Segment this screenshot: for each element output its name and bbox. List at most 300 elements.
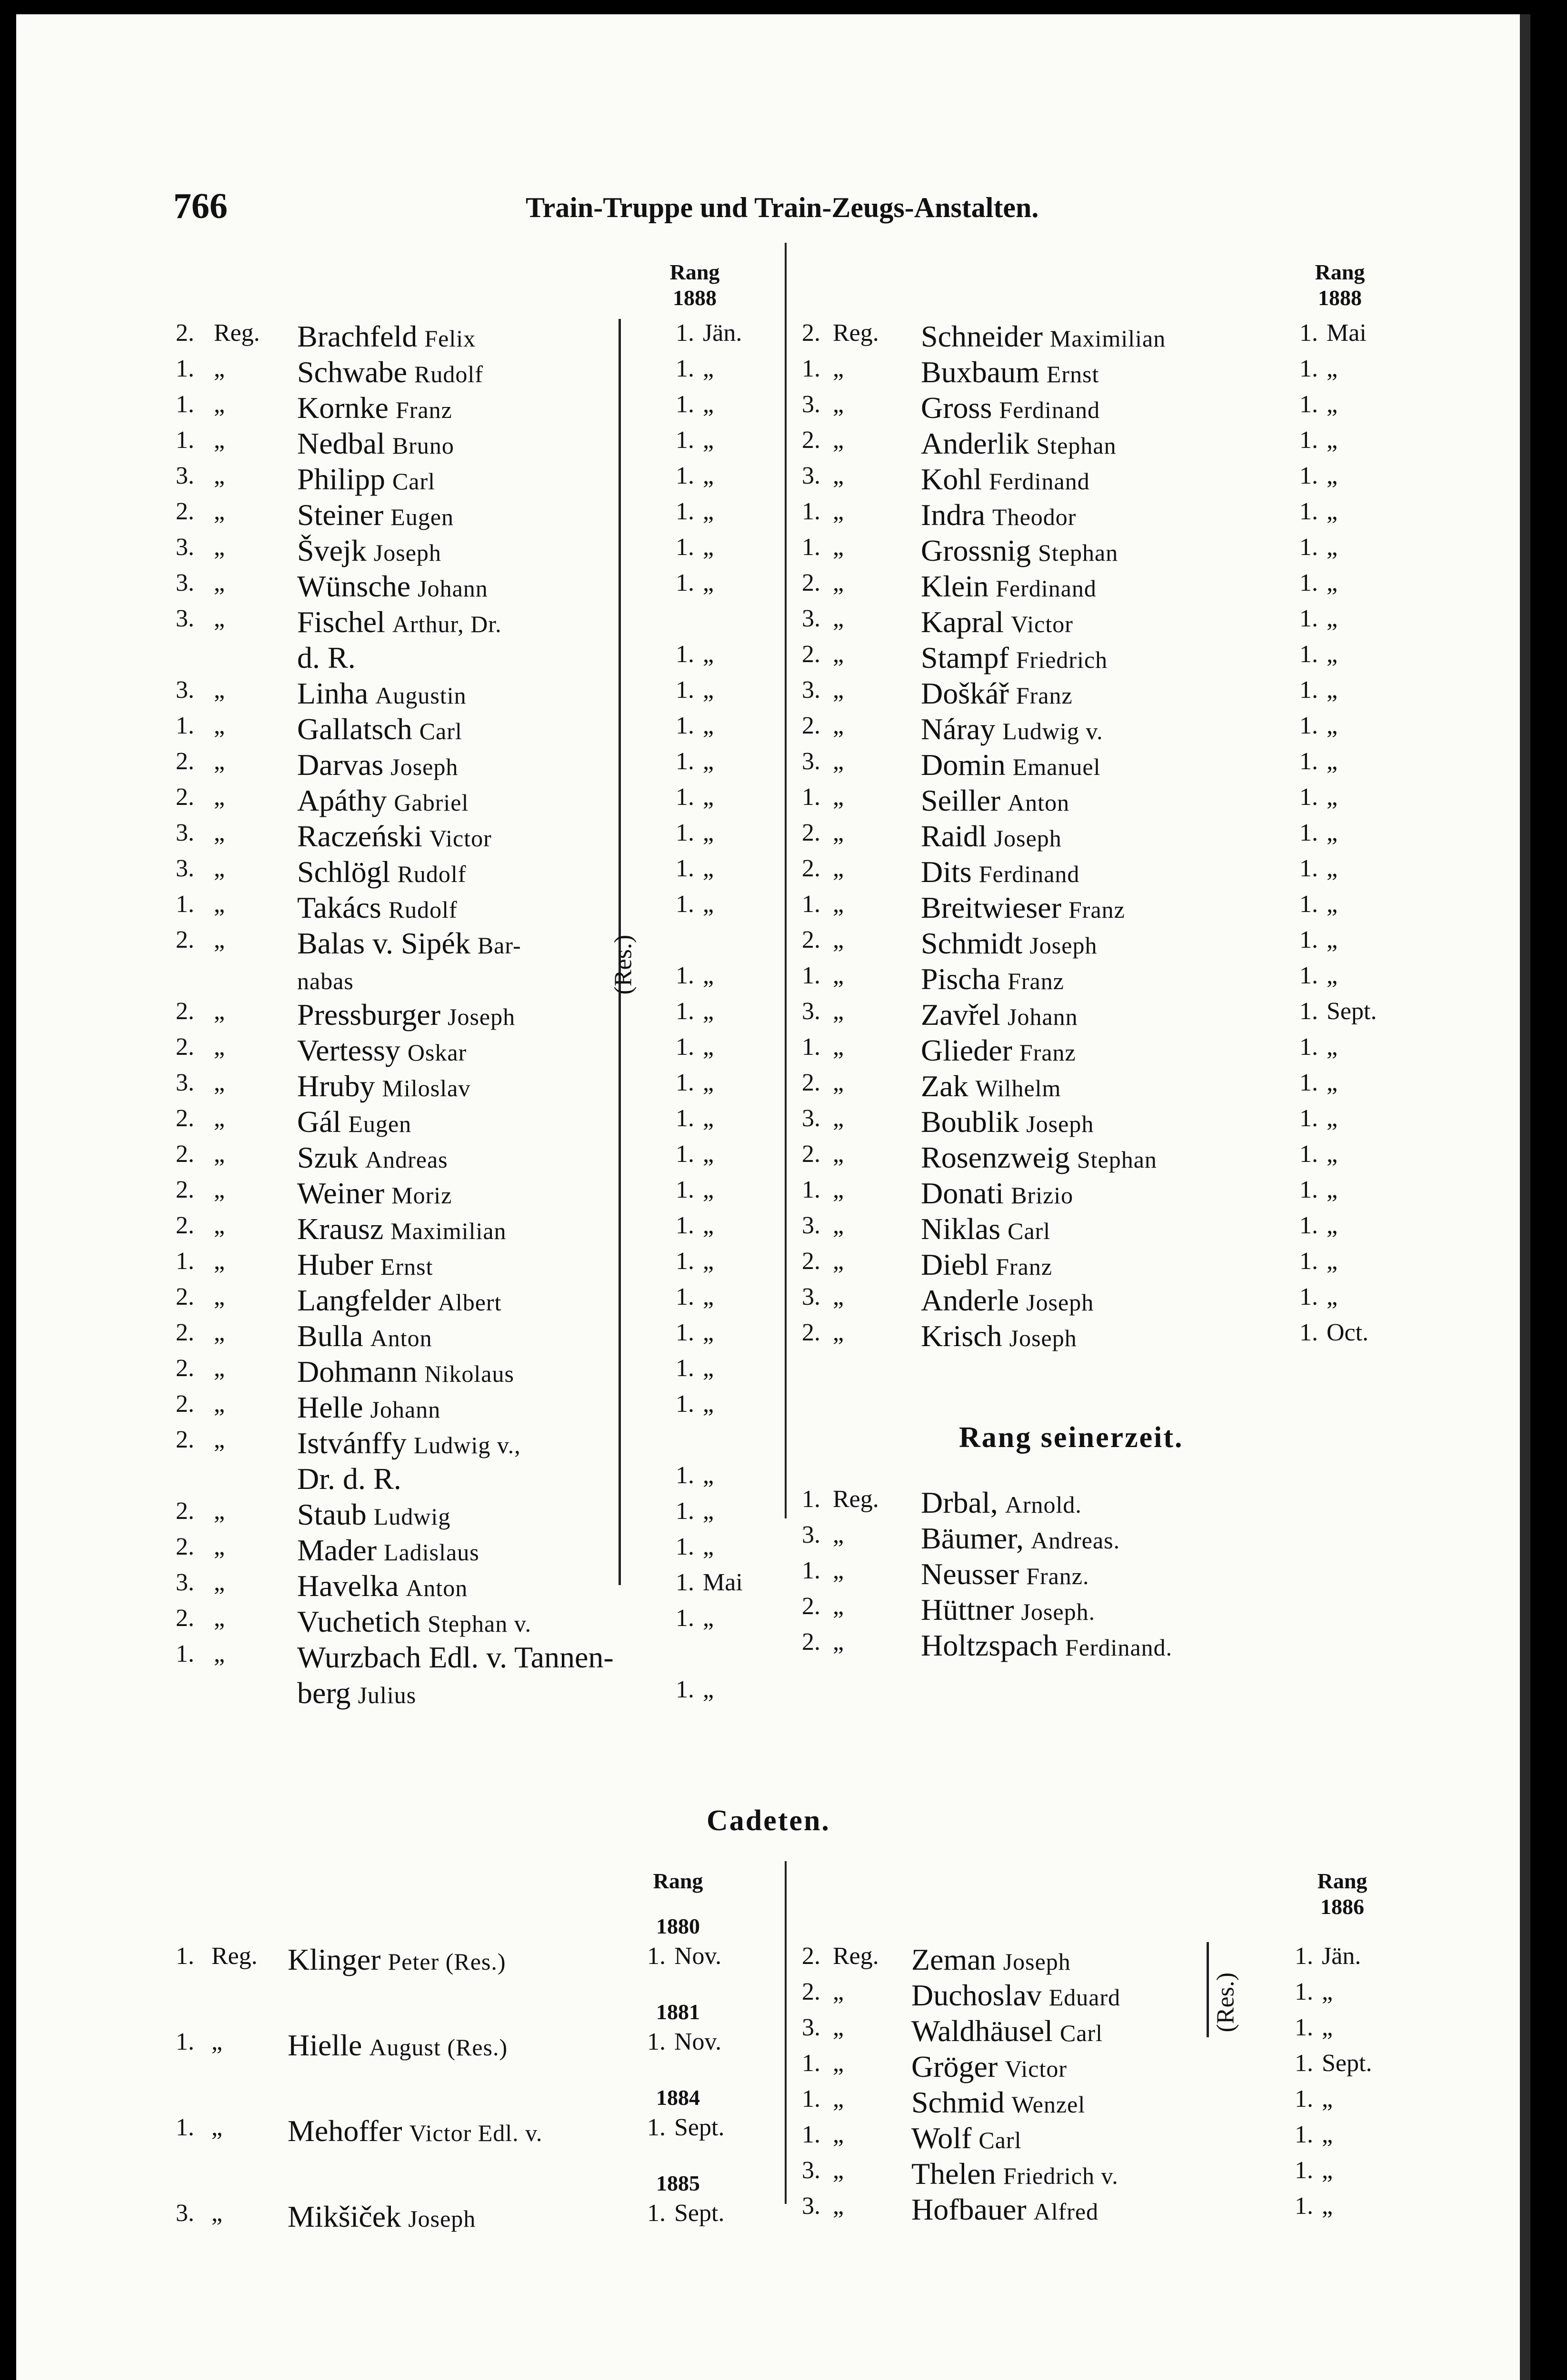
given-name: Ferdinand xyxy=(989,468,1090,495)
rank-day: 1. xyxy=(1299,926,1318,953)
given-name: Rudolf xyxy=(388,896,458,923)
person-name xyxy=(297,497,454,533)
regiment: „ xyxy=(214,926,225,953)
person-name xyxy=(911,2049,1067,2084)
rank-number: 3. xyxy=(802,1521,820,1548)
regiment: „ xyxy=(214,462,225,489)
rank-number: 1. xyxy=(802,1557,820,1584)
person-name xyxy=(297,676,467,711)
person-name xyxy=(921,1211,1050,1247)
given-name: Maximilian xyxy=(1049,325,1166,352)
regiment: „ xyxy=(214,748,225,775)
surname: d. R. xyxy=(297,641,356,674)
given-name: Victor Edl. v. xyxy=(409,2120,543,2146)
rank-month: „ xyxy=(703,1462,714,1489)
table-row xyxy=(176,462,785,498)
regiment: „ xyxy=(214,1605,225,1632)
rank-day: 1. xyxy=(676,319,694,347)
person-name xyxy=(921,962,1064,997)
table-row xyxy=(802,1557,1421,1593)
table-row xyxy=(802,1176,1421,1212)
table-row xyxy=(176,426,785,462)
regiment: „ xyxy=(833,2085,844,2112)
person-name xyxy=(297,1533,479,1568)
person-name xyxy=(911,2156,1118,2192)
rank-date xyxy=(676,1568,743,1597)
rank-month: „ xyxy=(1327,355,1338,382)
given-name: Joseph xyxy=(994,825,1062,852)
rank-number: 2. xyxy=(176,1283,194,1310)
rank-month: „ xyxy=(1327,855,1338,882)
surname: Donati xyxy=(921,1176,1004,1210)
given-name: nabas xyxy=(297,968,354,994)
rank-date xyxy=(1295,1942,1361,1970)
rank-day: 1. xyxy=(1299,1248,1318,1275)
table-row xyxy=(176,1319,785,1355)
surname: Vuchetich xyxy=(297,1605,421,1638)
given-name: Eduard xyxy=(1048,1984,1121,2011)
regiment: „ xyxy=(214,534,225,561)
surname: Náray xyxy=(921,712,996,746)
rank-number: 2. xyxy=(802,1593,820,1620)
given-name: Joseph xyxy=(448,1003,516,1030)
table-row xyxy=(176,712,785,748)
rank-day: 1. xyxy=(1295,2085,1313,2112)
person-name xyxy=(297,1176,452,1211)
table-row xyxy=(176,1390,785,1426)
given-name: Franz xyxy=(1016,682,1073,709)
table-row xyxy=(176,1640,785,1676)
regiment: „ xyxy=(833,1105,844,1132)
regiment: „ xyxy=(833,1033,844,1061)
surname: Schlögl xyxy=(297,855,390,889)
person-name xyxy=(297,1390,440,1425)
person-name xyxy=(921,533,1118,568)
surname: Darvas xyxy=(297,748,384,782)
rank-day: 1. xyxy=(1299,1319,1318,1346)
person-name xyxy=(911,2013,1103,2049)
rank-number: 2. xyxy=(802,1943,820,1970)
given-name: Maximilian xyxy=(390,1218,507,1244)
regiment: „ xyxy=(833,498,844,525)
table-row xyxy=(176,1069,785,1105)
surname: berg xyxy=(297,1676,351,1710)
table-row xyxy=(802,2049,1421,2085)
regiment: „ xyxy=(214,1176,225,1203)
table-row xyxy=(176,1211,785,1248)
cadeten-list-left xyxy=(176,1869,795,2251)
rang-year: 1880 xyxy=(656,1914,700,1938)
given-name: Carl xyxy=(1059,2020,1103,2046)
table-row xyxy=(176,926,785,962)
rank-date xyxy=(676,462,714,490)
rank-number: 1. xyxy=(802,1486,820,1513)
regiment: „ xyxy=(833,1521,844,1548)
given-name: Ludwig v., xyxy=(413,1432,521,1458)
rank-number: 2. xyxy=(176,1355,194,1382)
person-name xyxy=(921,426,1117,461)
table-row xyxy=(802,926,1421,962)
regiment: „ xyxy=(214,998,225,1025)
rank-month: „ xyxy=(703,783,714,811)
regiment: „ xyxy=(833,926,844,953)
rank-day: 1. xyxy=(1299,748,1318,775)
rank-day: 1. xyxy=(1295,2157,1313,2184)
given-name: Stephan xyxy=(1036,432,1117,459)
rank-month: „ xyxy=(703,534,714,561)
rank-month: „ xyxy=(703,748,714,775)
regiment: „ xyxy=(211,2114,223,2141)
person-name xyxy=(297,1497,450,1532)
rank-date xyxy=(676,1676,714,1704)
person-name xyxy=(297,640,356,675)
rank-date xyxy=(1299,426,1337,454)
rank-number: 2. xyxy=(176,1497,194,1525)
regiment: „ xyxy=(214,891,225,918)
rank-date xyxy=(676,569,714,597)
given-name: Ernst xyxy=(1046,361,1099,387)
table-row xyxy=(802,1485,1421,1521)
regiment: „ xyxy=(214,355,225,382)
rank-month: „ xyxy=(1322,2085,1333,2112)
rank-month: „ xyxy=(703,641,714,668)
rank-day: 1. xyxy=(676,1283,694,1310)
surname: Drbal, xyxy=(921,1486,998,1519)
person-name xyxy=(921,605,1073,640)
given-name: Stephan xyxy=(1038,539,1118,566)
person-name xyxy=(921,1104,1094,1140)
rank-day: 1. xyxy=(1295,2050,1313,2077)
person-name xyxy=(911,2121,1021,2156)
table-row xyxy=(176,1461,785,1497)
given-name: Ferdinand xyxy=(999,397,1100,423)
person-name xyxy=(921,819,1062,854)
rank-number: 1. xyxy=(176,391,194,418)
surname: Brachfeld xyxy=(297,319,418,353)
table-row xyxy=(802,783,1421,819)
rank-month: „ xyxy=(703,676,714,704)
person-name xyxy=(921,355,1099,390)
person-name xyxy=(297,1140,448,1175)
person-name xyxy=(921,712,1103,747)
regiment: „ xyxy=(214,783,225,811)
table-row xyxy=(802,819,1421,855)
rank-number: 3. xyxy=(176,855,194,882)
rank-day: 1. xyxy=(1299,1140,1318,1168)
rank-day: 1. xyxy=(1299,712,1318,739)
rank-number: 1. xyxy=(176,1943,194,1970)
rank-day: 1. xyxy=(1299,783,1318,811)
person-name xyxy=(921,1283,1094,1318)
rank-date xyxy=(1295,2121,1333,2149)
person-name xyxy=(921,783,1069,818)
person-name xyxy=(297,569,488,604)
table-row xyxy=(176,569,785,605)
rank-month: „ xyxy=(1327,712,1338,739)
person-name xyxy=(297,926,521,961)
rank-month: Sept. xyxy=(1327,998,1377,1025)
rank-day: 1. xyxy=(647,2200,666,2227)
person-name xyxy=(297,355,483,390)
rank-date xyxy=(676,1533,714,1561)
rank-date xyxy=(1299,1211,1337,1240)
rank-number: 2. xyxy=(176,926,194,953)
rank-month: Nov. xyxy=(674,1943,722,1970)
rank-date xyxy=(676,319,742,347)
rank-number: 1. xyxy=(802,1176,820,1203)
rank-day: 1. xyxy=(1299,569,1318,596)
surname: Wurzbach Edl. v. Tannen- xyxy=(297,1640,614,1674)
surname: Diebl xyxy=(921,1248,989,1281)
given-name: Eugen xyxy=(390,504,454,530)
table-row xyxy=(802,2121,1421,2157)
given-name: Anton xyxy=(370,1325,432,1351)
rang-label: Rang xyxy=(1315,260,1365,284)
rank-date xyxy=(1295,2192,1333,2220)
rank-day: 1. xyxy=(647,2028,666,2055)
rank-number: 2. xyxy=(176,319,194,347)
rank-month: „ xyxy=(1327,1105,1338,1132)
surname: Pischa xyxy=(921,962,1001,996)
rank-month: „ xyxy=(703,1497,714,1525)
table-row xyxy=(176,890,785,926)
rank-date xyxy=(1299,1283,1337,1311)
rank-month: „ xyxy=(1327,569,1338,596)
surname: Gallatsch xyxy=(297,712,412,746)
table-row xyxy=(802,640,1421,676)
rank-month: „ xyxy=(1327,1033,1338,1061)
rank-number: 1. xyxy=(802,2121,820,2148)
surname: Schneider xyxy=(921,319,1043,353)
rank-day: 1. xyxy=(1299,998,1318,1025)
person-name xyxy=(911,1978,1120,2013)
given-name: Alfred xyxy=(1033,2198,1099,2225)
rank-number: 1. xyxy=(802,962,820,989)
rank-number: 2. xyxy=(176,1212,194,1239)
regiment: „ xyxy=(214,1390,225,1418)
table-row xyxy=(176,1568,785,1605)
rank-month: „ xyxy=(1322,2192,1333,2220)
regiment: „ xyxy=(833,534,844,561)
rank-day: 1. xyxy=(647,2114,666,2141)
res-brace-label: (Res.) xyxy=(609,934,637,995)
rank-day: 1. xyxy=(676,1533,694,1560)
table-row xyxy=(176,1533,785,1569)
person-name xyxy=(297,1283,501,1318)
regiment: „ xyxy=(833,819,844,846)
rank-number: 2. xyxy=(802,319,820,347)
surname: Raidl xyxy=(921,819,987,853)
rank-date xyxy=(1299,605,1337,633)
person-name xyxy=(921,497,1076,533)
regiment: „ xyxy=(833,2121,844,2148)
rank-month: Sept. xyxy=(674,2114,725,2141)
rank-date xyxy=(676,1069,714,1097)
rank-date xyxy=(676,533,714,561)
rank-date xyxy=(676,1640,684,1668)
rank-number: 3. xyxy=(802,676,820,704)
given-name: Carl xyxy=(1008,1218,1051,1244)
given-name: Peter (Res.) xyxy=(388,1948,506,1975)
given-name: Franz xyxy=(395,397,452,423)
rank-date xyxy=(1299,890,1337,918)
surname: Domin xyxy=(921,748,1006,782)
given-name: Arnold. xyxy=(1005,1491,1082,1518)
person-name xyxy=(297,712,462,747)
regiment: „ xyxy=(214,605,225,632)
rank-number: 1. xyxy=(176,712,194,739)
table-row xyxy=(802,1247,1421,1283)
surname: Mikšiček xyxy=(288,2200,401,2233)
given-name: Stephan xyxy=(1077,1146,1157,1173)
rank-number: 2. xyxy=(176,498,194,525)
rank-day: 1. xyxy=(676,462,694,489)
regiment: „ xyxy=(833,1140,844,1168)
surname: Krausz xyxy=(297,1212,384,1246)
rank-month: „ xyxy=(703,1140,714,1168)
table-row xyxy=(176,605,785,641)
person-name xyxy=(297,1461,401,1497)
surname: Langfelder xyxy=(297,1283,431,1317)
table-row xyxy=(176,962,785,998)
rank-day: 1. xyxy=(676,1569,694,1596)
table-row xyxy=(802,1521,1421,1557)
surname: Zeman xyxy=(911,1943,996,1976)
table-row xyxy=(176,2000,795,2064)
regiment: „ xyxy=(833,676,844,704)
regiment: „ xyxy=(833,748,844,775)
rank-day: 1. xyxy=(676,391,694,418)
surname: Schmid xyxy=(911,2085,1005,2119)
surname: Glieder xyxy=(921,1033,1012,1067)
surname: Huber xyxy=(297,1248,373,1281)
rang-header-right xyxy=(1309,259,1371,311)
given-name: Wilhelm xyxy=(975,1075,1061,1101)
person-name xyxy=(921,1592,1095,1627)
rank-number: 2. xyxy=(176,1140,194,1168)
rank-number: 3. xyxy=(802,462,820,489)
rank-day: 1. xyxy=(676,1497,694,1525)
rank-day: 1. xyxy=(676,891,694,918)
rank-number: 1. xyxy=(176,2114,194,2141)
regiment: „ xyxy=(214,1033,225,1061)
person-name xyxy=(297,319,476,354)
rank-date xyxy=(1295,2013,1333,2042)
rank-date xyxy=(647,2113,724,2142)
rank-number: 1. xyxy=(802,891,820,918)
rank-month: „ xyxy=(703,1355,714,1382)
rank-date xyxy=(1299,962,1337,990)
rank-month: „ xyxy=(1327,391,1338,418)
person-name xyxy=(297,1676,416,1711)
table-row xyxy=(176,1914,795,1978)
person-name xyxy=(921,390,1100,426)
rank-number: 3. xyxy=(176,462,194,489)
regiment: „ xyxy=(214,1569,225,1596)
rank-day: 1. xyxy=(1299,319,1318,347)
surname: Rosenzweig xyxy=(921,1140,1070,1174)
surname: Dohmann xyxy=(297,1355,418,1388)
given-name: Johann xyxy=(370,1396,441,1423)
rang-year: 1888 xyxy=(1318,286,1362,310)
rang-year: 1884 xyxy=(656,2085,700,2110)
rank-month: „ xyxy=(1327,962,1338,989)
given-name: Nikolaus xyxy=(424,1360,514,1387)
person-name xyxy=(911,1942,1071,1977)
person-name xyxy=(297,1354,514,1389)
regiment: „ xyxy=(833,783,844,811)
rank-number: 2. xyxy=(802,1319,820,1346)
rank-day: 1. xyxy=(676,498,694,525)
given-name: Johann xyxy=(418,575,488,602)
rank-number: 1. xyxy=(802,534,820,561)
given-name: Victor xyxy=(1011,611,1073,637)
rank-month: „ xyxy=(703,891,714,918)
rank-date xyxy=(1299,1104,1337,1132)
surname: Gröger xyxy=(911,2050,998,2083)
surname: Bulla xyxy=(297,1319,363,1353)
given-name: Arthur, Dr. xyxy=(392,611,502,637)
person-name xyxy=(297,1104,411,1140)
table-row xyxy=(802,1978,1421,2014)
person-name xyxy=(297,533,441,568)
rank-month: „ xyxy=(1327,641,1338,668)
rank-month: „ xyxy=(703,391,714,418)
rank-day: 1. xyxy=(1299,676,1318,704)
given-name: Ferdinand. xyxy=(1065,1634,1173,1661)
surname: Raczeński xyxy=(297,819,422,853)
regiment: „ xyxy=(214,712,225,739)
running-title: Train-Truppe und Train-Zeugs-Anstalten. xyxy=(526,192,1039,223)
given-name: Brizio xyxy=(1011,1182,1074,1209)
rank-month: „ xyxy=(703,462,714,489)
rank-date xyxy=(676,712,714,740)
given-name: Carl xyxy=(392,468,436,495)
surname: Klinger xyxy=(288,1943,381,1976)
surname: Švejk xyxy=(297,534,367,567)
rank-day: 1. xyxy=(676,355,694,382)
table-row xyxy=(176,1247,785,1283)
rang-header-left xyxy=(664,259,726,311)
rank-date xyxy=(676,1283,714,1311)
rank-number: 1. xyxy=(176,426,194,454)
regiment: „ xyxy=(214,676,225,704)
rank-date xyxy=(676,819,714,847)
surname: Niklas xyxy=(921,1212,1001,1246)
rank-number: 3. xyxy=(176,819,194,846)
rank-month: „ xyxy=(703,1248,714,1275)
rank-date xyxy=(676,783,714,811)
rank-date xyxy=(676,962,714,990)
regiment: „ xyxy=(214,1319,225,1346)
surname: Dr. d. R. xyxy=(297,1462,401,1496)
rank-date xyxy=(676,1319,714,1347)
rank-date xyxy=(1295,2049,1372,2077)
given-name: Victor xyxy=(429,825,492,852)
given-name: Rudolf xyxy=(414,361,483,387)
rank-month: „ xyxy=(703,855,714,882)
rank-day: 1. xyxy=(1299,1033,1318,1061)
person-name xyxy=(911,2192,1098,2227)
person-name xyxy=(297,1069,470,1104)
rank-date xyxy=(676,1104,714,1132)
given-name: Emanuel xyxy=(1012,754,1101,780)
rank-date xyxy=(1299,1247,1337,1275)
table-row xyxy=(802,997,1421,1033)
regiment: „ xyxy=(833,1593,844,1620)
regiment: „ xyxy=(833,891,844,918)
rank-number: 1. xyxy=(802,2050,820,2077)
